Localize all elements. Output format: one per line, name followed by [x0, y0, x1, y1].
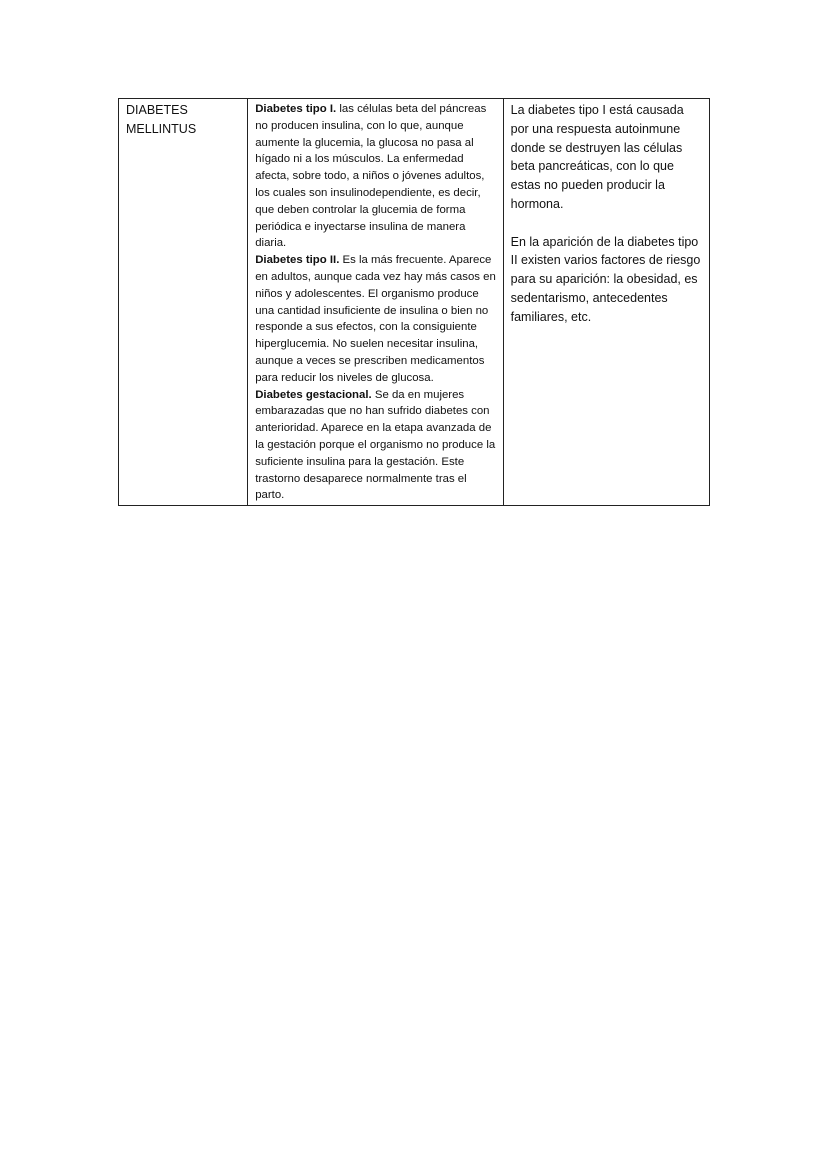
diabetes-type-1-paragraph [255, 101, 496, 252]
table-row [119, 99, 710, 506]
term-cell [119, 99, 248, 506]
diabetes-type-2-paragraph [255, 252, 496, 386]
diabetes-gestational-paragraph [255, 387, 496, 505]
diabetes-type-2-title: Diabetes tipo II. [255, 254, 340, 267]
cause-type-1-paragraph: La diabetes tipo I está causada por una respuesta autoinmune donde se destruyen las células beta pancreáticas, con lo que estas no pueden producir la hormona. [510, 103, 684, 211]
diabetes-gestational-title: Diabetes gestacional. [255, 388, 372, 401]
causes-cell [503, 99, 709, 506]
diabetes-table [118, 98, 710, 506]
diabetes-types-cell [248, 99, 503, 506]
diabetes-gestational-text: Se da en mujeres embarazadas que no han sufrido diabetes con anterioridad. Aparece en la etapa avanzada de la gestación porque el organismo no produce la suficiente insulina para la gestación. Este trastorno desaparece normalmente tras el parto. [255, 388, 496, 502]
cause-type-2-paragraph: En la aparición de la diabetes tipo II existen varios factores de riesgo para su aparición: la obesidad, es sedentarismo, antecedentes familiares, etc. [510, 234, 701, 324]
diabetes-type-2-text: Es la más frecuente. Aparece en adultos, aunque cada vez hay más casos en niños y adolescentes. El organismo produce una cantidad insuficiente de insulina o bien no responde a sus efectos, con la consiguiente hiperglucemia. No suelen necesitar insulina, aunque a veces se prescriben medicamentos para reducir los niveles de glucosa. [255, 254, 496, 384]
term-label: DIABETES MELLINTUS [126, 103, 197, 136]
diabetes-type-1-text: las células beta del páncreas no producen insulina, con lo que, aunque aumente la glucemia, la glucosa no pasa al hígado ni a los músculos. La enfermedad afecta, sobre todo, a niños o jóvenes adultos, los cuales son insulinodependiente, es decir, que deben controlar la glucemia de forma periódica e inyectarse insulina de manera diaria. [255, 103, 487, 250]
diabetes-type-1-title: Diabetes tipo I. [255, 103, 337, 115]
